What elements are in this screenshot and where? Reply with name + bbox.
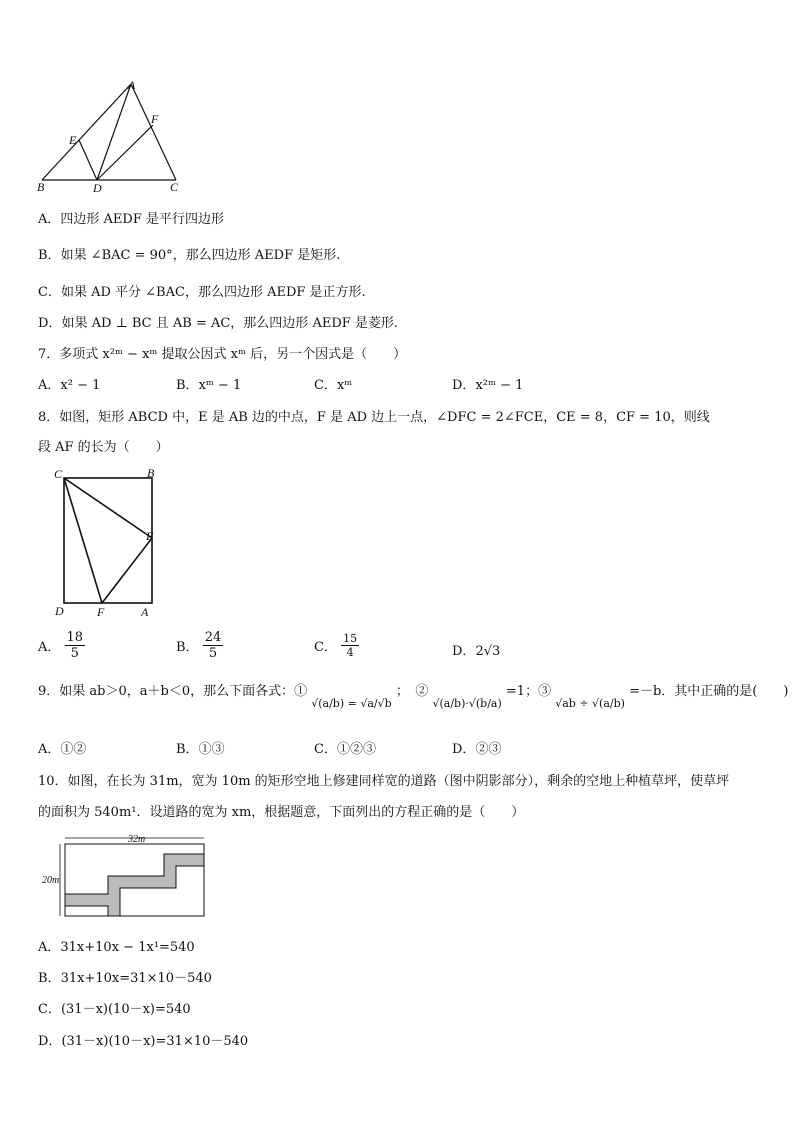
- q6-option-c: C．如果 AD 平分 ∠BAC，那么四边形 AEDF 是正方形.: [38, 285, 366, 300]
- label-E: E: [69, 133, 77, 147]
- q9-expr3: √ab ÷ √(a/b): [555, 697, 625, 710]
- label-C: C: [54, 467, 63, 481]
- q10-stem-line2: 的面积为 540m¹．设道路的宽为 xm，根据题意，下面列出的方程正确的是（ ）: [38, 805, 525, 820]
- q9-option-d: D．②③: [452, 742, 502, 757]
- q8-option-a: A． $\frac{18}{5}$: [38, 630, 84, 661]
- q8-stem-line2: 段 AF 的长为（ ）: [38, 440, 169, 455]
- q7-option-b: B．xᵐ − 1: [176, 378, 242, 393]
- q6-option-d: D．如果 AD ⊥ BC 且 AB = AC，那么四边形 AEDF 是菱形.: [38, 316, 399, 331]
- q6-option-a: A．四边形 AEDF 是平行四边形: [38, 212, 224, 227]
- label-F: F: [97, 605, 105, 619]
- label-D: D: [55, 604, 64, 618]
- triangle-figure: [34, 78, 194, 196]
- rectangle-figure: [50, 466, 170, 624]
- q8-option-b: B． $\frac{24}{5}$: [176, 630, 222, 661]
- q7-stem: 7．多项式 x²ᵐ − xᵐ 提取公因式 xᵐ 后，另一个因式是（ ）: [38, 347, 407, 362]
- label-B: B: [37, 180, 45, 194]
- label-F: F: [151, 112, 159, 126]
- q10-option-b: B．31x+10x=31×10－540: [38, 971, 212, 986]
- q9-expr2: √(a/b)·√(b/a): [432, 697, 502, 710]
- q9-option-a: A．①②: [38, 742, 87, 757]
- height-label: 20m: [42, 875, 60, 886]
- label-A: A: [128, 78, 136, 92]
- q8-option-c: C． $\frac{15}{4}$: [314, 632, 358, 659]
- q7-option-d: D．x²ᵐ − 1: [452, 378, 524, 393]
- q9-stem: 9．如果 ab＞0，a＋b＜0，那么下面各式：① $_{√(a/b) = √a/√b}$ ； ② $_{√(a/b)\cdot√(b/a)}$ =1；③ $_{√ab \div √(a/b)}$ =－b．其中正确的是( ): [38, 684, 789, 710]
- q9-option-c: C．①②③: [314, 742, 376, 757]
- q7-option-a: A．x² − 1: [38, 378, 101, 393]
- road-figure: [40, 832, 212, 922]
- q10-option-c: C．(31－x)(10－x)=540: [38, 1002, 191, 1017]
- q9-option-b: B．①③: [176, 742, 225, 757]
- label-B: B: [147, 466, 155, 480]
- label-A: A: [141, 605, 149, 619]
- q8-stem-line1: 8．如图，矩形 ABCD 中，E 是 AB 边的中点，F 是 AD 边上一点，∠DFC = 2∠FCE，CE = 8，CF = 10，则线: [38, 410, 710, 425]
- q9-expr1: √(a/b) = √a/√b: [311, 697, 392, 710]
- q6-option-b: B．如果 ∠BAC = 90°，那么四边形 AEDF 是矩形.: [38, 248, 341, 263]
- q7-option-c: C．xᵐ: [314, 378, 353, 393]
- label-D: D: [93, 181, 102, 195]
- q10-option-d: D．(31－x)(10－x)=31×10－540: [38, 1034, 249, 1049]
- label-E: E: [146, 529, 154, 543]
- q8-option-d: D．2√3: [452, 644, 501, 659]
- label-C: C: [170, 180, 179, 194]
- q10-stem-line1: 10．如图，在长为 31m，宽为 10m 的矩形空地上修建同样宽的道路（图中阴影部分），剩余的空地上种植草坪，使草坪: [38, 774, 730, 789]
- q10-option-a: A．31x+10x − 1x¹=540: [38, 940, 195, 955]
- width-label: 32m: [128, 834, 146, 845]
